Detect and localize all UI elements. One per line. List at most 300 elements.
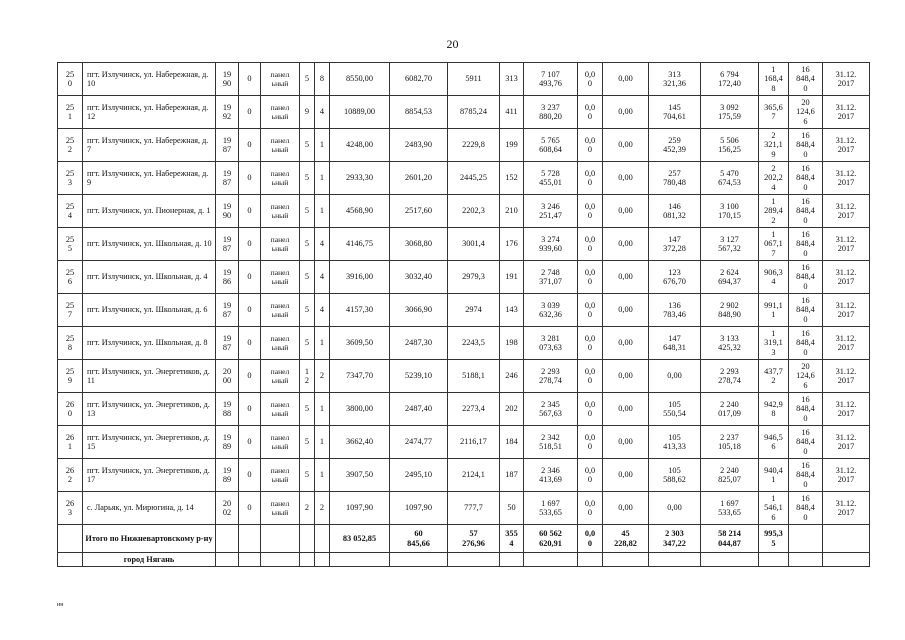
cell-total-cost: 1 697 533,65 [524,492,578,525]
cell-total-cost: 2 293 278,74 [524,360,578,393]
cell-total-cost: 5 728 455,01 [524,162,578,195]
empty-cell [789,525,823,553]
cell-cost-local: 5 506 156,25 [701,129,759,162]
cell-residential-area: 2445,25 [448,162,500,195]
cell-specific-cost: 1 067,1 7 [759,228,789,261]
cell-wall-material: панел ьный [261,228,300,261]
cell-max-cost: 16 848,4 0 [789,63,823,96]
cell-cost-fund: 0,0 0 [578,195,603,228]
empty-cell [330,553,390,567]
cell-cost-region: 0,00 [603,228,649,261]
cell-entrances: 4 [315,261,330,294]
cell-floors: 5 [300,426,315,459]
total-row [58,525,870,553]
cell-specific-cost: 365,6 7 [759,96,789,129]
cell-row-number: 25 6 [58,261,83,294]
cell-residential-area: 2202,3 [448,195,500,228]
cell-specific-cost: 940,4 1 [759,459,789,492]
cell-total-area: 8550,00 [330,63,390,96]
cell-cost-region: 0,00 [603,261,649,294]
cell-build-year: 19 90 [216,195,239,228]
cell-cost-owners: 147 372,28 [649,228,701,261]
empty-cell [239,525,261,553]
cell-cost-owners: 145 704,61 [649,96,701,129]
empty-cell [649,553,701,567]
cell-max-cost: 16 848,4 0 [789,327,823,360]
empty-cell [578,553,603,567]
cell-living-area: 6082,70 [390,63,448,96]
cell-build-year: 19 87 [216,327,239,360]
cell-entrances: 8 [315,63,330,96]
empty-cell [701,553,759,567]
cell-total-area: 1097,90 [330,492,390,525]
cell-specific-cost: 1 319,1 3 [759,327,789,360]
cell-build-year: 19 89 [216,459,239,492]
table-row [58,426,870,459]
cell-deadline: 31.12. 2017 [823,360,870,393]
cell-living-area: 5239,10 [390,360,448,393]
cell-living-area: 2495,10 [390,459,448,492]
cell-cost-local: 3 127 567,32 [701,228,759,261]
cell-zero-flag: 0 [239,426,261,459]
cell-cost-owners: 0,00 [649,360,701,393]
table-row [58,129,870,162]
cell-residents: 198 [500,327,524,360]
table-row [58,63,870,96]
cell-cost-region: 0,00 [603,393,649,426]
cell-residents: 411 [500,96,524,129]
cell-floors: 5 [300,195,315,228]
table-row [58,393,870,426]
cell-address: пгт. Излучинск, ул. Энергетиков, д. 17 [83,459,216,492]
cell-entrances: 1 [315,393,330,426]
cell-deadline: 31.12. 2017 [823,492,870,525]
table-row [58,492,870,525]
cell-cost-fund: 0,0 0 [578,96,603,129]
cell-cost-fund: 0,0 0 [578,261,603,294]
cell-row-number: 26 1 [58,426,83,459]
cell-row-number: 25 2 [58,129,83,162]
total-cost-owners: 2 303 347,22 [649,525,701,553]
cell-cost-owners: 136 783,46 [649,294,701,327]
table-row [58,327,870,360]
empty-cell [390,553,448,567]
cell-floors: 5 [300,294,315,327]
cell-living-area: 2517,60 [390,195,448,228]
cell-residential-area: 2243,5 [448,327,500,360]
cell-total-cost: 3 039 632,36 [524,294,578,327]
cell-cost-local: 2 293 278,74 [701,360,759,393]
cell-cost-local: 2 237 105,18 [701,426,759,459]
empty-cell [315,525,330,553]
cell-entrances: 1 [315,162,330,195]
cell-residents: 187 [500,459,524,492]
cell-cost-local: 5 470 674,53 [701,162,759,195]
total-residential-area: 57 276,96 [448,525,500,553]
cell-residential-area: 8785,24 [448,96,500,129]
cell-cost-region: 0,00 [603,360,649,393]
cell-build-year: 19 87 [216,162,239,195]
cell-specific-cost: 1 289,4 2 [759,195,789,228]
cell-address: пгт. Излучинск, ул. Энергетиков, д. 11 [83,360,216,393]
cell-row-number: 26 3 [58,492,83,525]
total-cost-region: 45 228,82 [603,525,649,553]
cell-build-year: 19 88 [216,393,239,426]
cell-floors: 5 [300,162,315,195]
cell-cost-owners: 147 648,31 [649,327,701,360]
cell-build-year: 19 90 [216,63,239,96]
total-specific-cost: 995,3 5 [759,525,789,553]
register-table [57,62,870,567]
cell-total-area: 3907,50 [330,459,390,492]
cell-specific-cost: 2 202,2 4 [759,162,789,195]
cell-floors: 5 [300,129,315,162]
cell-row-number: 25 0 [58,63,83,96]
cell-deadline: 31.12. 2017 [823,129,870,162]
cell-residents: 176 [500,228,524,261]
cell-total-cost: 3 237 880,20 [524,96,578,129]
cell-living-area: 3066,90 [390,294,448,327]
cell-max-cost: 16 848,4 0 [789,492,823,525]
empty-cell [216,525,239,553]
cell-specific-cost: 2 321,1 9 [759,129,789,162]
cell-wall-material: панел ьный [261,195,300,228]
cell-wall-material: панел ьный [261,261,300,294]
cell-residents: 152 [500,162,524,195]
cell-address: пгт. Излучинск, ул. Набережная, д. 12 [83,96,216,129]
cell-cost-local: 2 240 017,09 [701,393,759,426]
cell-max-cost: 16 848,4 0 [789,129,823,162]
cell-cost-local: 3 100 170,15 [701,195,759,228]
empty-cell [300,553,315,567]
cell-cost-local: 3 092 175,59 [701,96,759,129]
cell-total-area: 4568,90 [330,195,390,228]
cell-floors: 5 [300,327,315,360]
cell-residents: 191 [500,261,524,294]
cell-build-year: 20 02 [216,492,239,525]
cell-cost-fund: 0,0 0 [578,459,603,492]
cell-max-cost: 16 848,4 0 [789,261,823,294]
cell-cost-local: 2 624 694,37 [701,261,759,294]
cell-entrances: 1 [315,426,330,459]
cell-wall-material: панел ьный [261,294,300,327]
total-cost: 60 562 620,91 [524,525,578,553]
cell-wall-material: панел ьный [261,63,300,96]
empty-cell [759,553,789,567]
cell-max-cost: 16 848,4 0 [789,459,823,492]
cell-deadline: 31.12. 2017 [823,63,870,96]
cell-cost-owners: 123 676,70 [649,261,701,294]
cell-row-number: 26 2 [58,459,83,492]
cell-entrances: 4 [315,294,330,327]
cell-specific-cost: 946,5 6 [759,426,789,459]
cell-total-area: 4146,75 [330,228,390,261]
cell-specific-cost: 942,9 8 [759,393,789,426]
cell-row-number: 25 7 [58,294,83,327]
cell-deadline: 31.12. 2017 [823,228,870,261]
cell-zero-flag: 0 [239,228,261,261]
cell-cost-fund: 0,0 0 [578,360,603,393]
cell-floors: 5 [300,228,315,261]
cell-cost-fund: 0,0 0 [578,492,603,525]
cell-entrances: 1 [315,459,330,492]
total-cost-fund: 0,0 0 [578,525,603,553]
cell-total-area: 3916,00 [330,261,390,294]
empty-cell [823,553,870,567]
cell-cost-fund: 0,0 0 [578,426,603,459]
cell-row-number: 25 3 [58,162,83,195]
cell-address: пгт. Излучинск, ул. Энергетиков, д. 13 [83,393,216,426]
cell-specific-cost: 906,3 4 [759,261,789,294]
cell-deadline: 31.12. 2017 [823,327,870,360]
cell-max-cost: 20 124,6 6 [789,360,823,393]
cell-cost-region: 0,00 [603,195,649,228]
cell-cost-region: 0,00 [603,63,649,96]
empty-cell [216,553,239,567]
cell-wall-material: панел ьный [261,360,300,393]
cell-living-area: 2487,40 [390,393,448,426]
table-row [58,162,870,195]
cell-max-cost: 16 848,4 0 [789,228,823,261]
cell-wall-material: панел ьный [261,459,300,492]
cell-cost-owners: 257 780,48 [649,162,701,195]
cell-total-cost: 2 345 567,63 [524,393,578,426]
cell-deadline: 31.12. 2017 [823,195,870,228]
cell-zero-flag: 0 [239,393,261,426]
total-area: 83 052,85 [330,525,390,553]
cell-cost-fund: 0,0 0 [578,162,603,195]
cell-cost-owners: 313 321,36 [649,63,701,96]
cell-residents: 313 [500,63,524,96]
cell-residents: 199 [500,129,524,162]
cell-wall-material: панел ьный [261,96,300,129]
cell-floors: 9 [300,96,315,129]
cell-cost-owners: 259 452,39 [649,129,701,162]
cell-total-cost: 3 246 251,47 [524,195,578,228]
empty-cell [315,553,330,567]
cell-total-cost: 2 748 371,07 [524,261,578,294]
cell-entrances: 4 [315,96,330,129]
table-row [58,96,870,129]
cell-wall-material: панел ьный [261,393,300,426]
cell-entrances: 4 [315,228,330,261]
cell-address: пгт. Излучинск, ул. Набережная, д. 10 [83,63,216,96]
total-cost-local: 58 214 044,87 [701,525,759,553]
cell-cost-fund: 0,0 0 [578,63,603,96]
cell-residents: 246 [500,360,524,393]
city-label: город Нягань [83,553,216,567]
cell-residents: 210 [500,195,524,228]
cell-zero-flag: 0 [239,162,261,195]
cell-zero-flag: 0 [239,459,261,492]
cell-max-cost: 16 848,4 0 [789,162,823,195]
cell-address: пгт. Излучинск, ул. Набережная, д. 9 [83,162,216,195]
empty-cell [58,525,83,553]
cell-deadline: 31.12. 2017 [823,96,870,129]
cell-floors: 5 [300,393,315,426]
cell-max-cost: 16 848,4 0 [789,294,823,327]
cell-cost-region: 0,00 [603,327,649,360]
city-row [58,553,870,567]
cell-row-number: 25 4 [58,195,83,228]
cell-living-area: 2487,30 [390,327,448,360]
cell-cost-owners: 105 550,54 [649,393,701,426]
cell-max-cost: 20 124,6 6 [789,96,823,129]
cell-cost-local: 3 133 425,32 [701,327,759,360]
cell-deadline: 31.12. 2017 [823,459,870,492]
cell-cost-local: 2 240 825,07 [701,459,759,492]
table-row [58,360,870,393]
cell-living-area: 2474,77 [390,426,448,459]
cell-living-area: 3068,80 [390,228,448,261]
table-row [58,294,870,327]
cell-cost-fund: 0,0 0 [578,393,603,426]
footer-mark: нн [57,602,64,608]
empty-cell [524,553,578,567]
cell-row-number: 25 1 [58,96,83,129]
total-residents: 355 4 [500,525,524,553]
cell-max-cost: 16 848,4 0 [789,195,823,228]
cell-zero-flag: 0 [239,294,261,327]
cell-residential-area: 3001,4 [448,228,500,261]
cell-residential-area: 5911 [448,63,500,96]
cell-living-area: 2601,20 [390,162,448,195]
cell-row-number: 25 8 [58,327,83,360]
cell-total-area: 10889,00 [330,96,390,129]
cell-zero-flag: 0 [239,96,261,129]
empty-cell [789,553,823,567]
cell-address: с. Ларьяк, ул. Мирюгина, д. 14 [83,492,216,525]
cell-deadline: 31.12. 2017 [823,426,870,459]
cell-residents: 202 [500,393,524,426]
cell-wall-material: панел ьный [261,492,300,525]
cell-cost-fund: 0,0 0 [578,294,603,327]
cell-row-number: 26 0 [58,393,83,426]
cell-specific-cost: 991,1 1 [759,294,789,327]
cell-build-year: 19 87 [216,294,239,327]
cell-residential-area: 2116,17 [448,426,500,459]
cell-deadline: 31.12. 2017 [823,261,870,294]
cell-residential-area: 2974 [448,294,500,327]
cell-address: пгт. Излучинск, ул. Школьная, д. 8 [83,327,216,360]
cell-cost-fund: 0,0 0 [578,129,603,162]
cell-entrances: 1 [315,195,330,228]
cell-address: пгт. Излучинск, ул. Школьная, д. 10 [83,228,216,261]
empty-cell [261,553,300,567]
cell-cost-owners: 146 081,32 [649,195,701,228]
cell-deadline: 31.12. 2017 [823,162,870,195]
cell-total-area: 2933,30 [330,162,390,195]
cell-zero-flag: 0 [239,261,261,294]
empty-cell [239,553,261,567]
cell-floors: 2 [300,492,315,525]
cell-cost-region: 0,00 [603,459,649,492]
cell-residential-area: 777,7 [448,492,500,525]
cell-build-year: 20 00 [216,360,239,393]
cell-entrances: 1 [315,129,330,162]
cell-wall-material: панел ьный [261,327,300,360]
cell-cost-region: 0,00 [603,96,649,129]
cell-total-cost: 7 107 493,76 [524,63,578,96]
page-number: 20 [446,37,459,51]
cell-total-cost: 5 765 608,64 [524,129,578,162]
cell-residential-area: 2229,8 [448,129,500,162]
cell-living-area: 8854,53 [390,96,448,129]
cell-row-number: 25 9 [58,360,83,393]
cell-address: пгт. Излучинск, ул. Пионерная, д. 1 [83,195,216,228]
cell-floors: 5 [300,459,315,492]
cell-total-cost: 2 342 518,51 [524,426,578,459]
cell-cost-owners: 105 413,33 [649,426,701,459]
cell-cost-region: 0,00 [603,294,649,327]
cell-build-year: 19 86 [216,261,239,294]
empty-cell [261,525,300,553]
cell-zero-flag: 0 [239,327,261,360]
cell-residential-area: 2273,4 [448,393,500,426]
cell-residential-area: 2124,1 [448,459,500,492]
cell-total-area: 4248,00 [330,129,390,162]
empty-cell [448,553,500,567]
total-living-area: 60 845,66 [390,525,448,553]
cell-residents: 50 [500,492,524,525]
cell-floors: 1 2 [300,360,315,393]
cell-zero-flag: 0 [239,492,261,525]
cell-floors: 5 [300,63,315,96]
cell-row-number: 25 5 [58,228,83,261]
cell-residents: 184 [500,426,524,459]
cell-zero-flag: 0 [239,360,261,393]
cell-cost-local: 1 697 533,65 [701,492,759,525]
table-row [58,228,870,261]
cell-residents: 143 [500,294,524,327]
cell-entrances: 2 [315,360,330,393]
cell-cost-fund: 0,0 0 [578,228,603,261]
cell-specific-cost: 1 168,4 8 [759,63,789,96]
cell-specific-cost: 1 546,1 6 [759,492,789,525]
cell-total-cost: 2 346 413,69 [524,459,578,492]
cell-total-area: 3662,40 [330,426,390,459]
cell-build-year: 19 89 [216,426,239,459]
cell-entrances: 1 [315,327,330,360]
cell-living-area: 2483,90 [390,129,448,162]
table-row [58,261,870,294]
cell-wall-material: панел ьный [261,162,300,195]
cell-residential-area: 5188,1 [448,360,500,393]
table-body [58,63,870,567]
cell-address: пгт. Излучинск, ул. Школьная, д. 6 [83,294,216,327]
cell-cost-region: 0,00 [603,492,649,525]
cell-cost-fund: 0,0 0 [578,327,603,360]
table-row [58,459,870,492]
cell-wall-material: панел ьный [261,426,300,459]
empty-cell [603,553,649,567]
cell-build-year: 19 92 [216,96,239,129]
cell-cost-region: 0,00 [603,162,649,195]
empty-cell [500,553,524,567]
cell-total-cost: 3 274 939,60 [524,228,578,261]
empty-cell [823,525,870,553]
cell-living-area: 1097,90 [390,492,448,525]
cell-address: пгт. Излучинск, ул. Школьная, д. 4 [83,261,216,294]
cell-total-area: 7347,70 [330,360,390,393]
cell-address: пгт. Излучинск, ул. Энергетиков, д. 15 [83,426,216,459]
cell-entrances: 2 [315,492,330,525]
cell-living-area: 3032,40 [390,261,448,294]
cell-cost-region: 0,00 [603,426,649,459]
cell-total-area: 3800,00 [330,393,390,426]
cell-residential-area: 2979,3 [448,261,500,294]
total-label: Итого по Нижневартовскому р-ну [83,525,216,553]
